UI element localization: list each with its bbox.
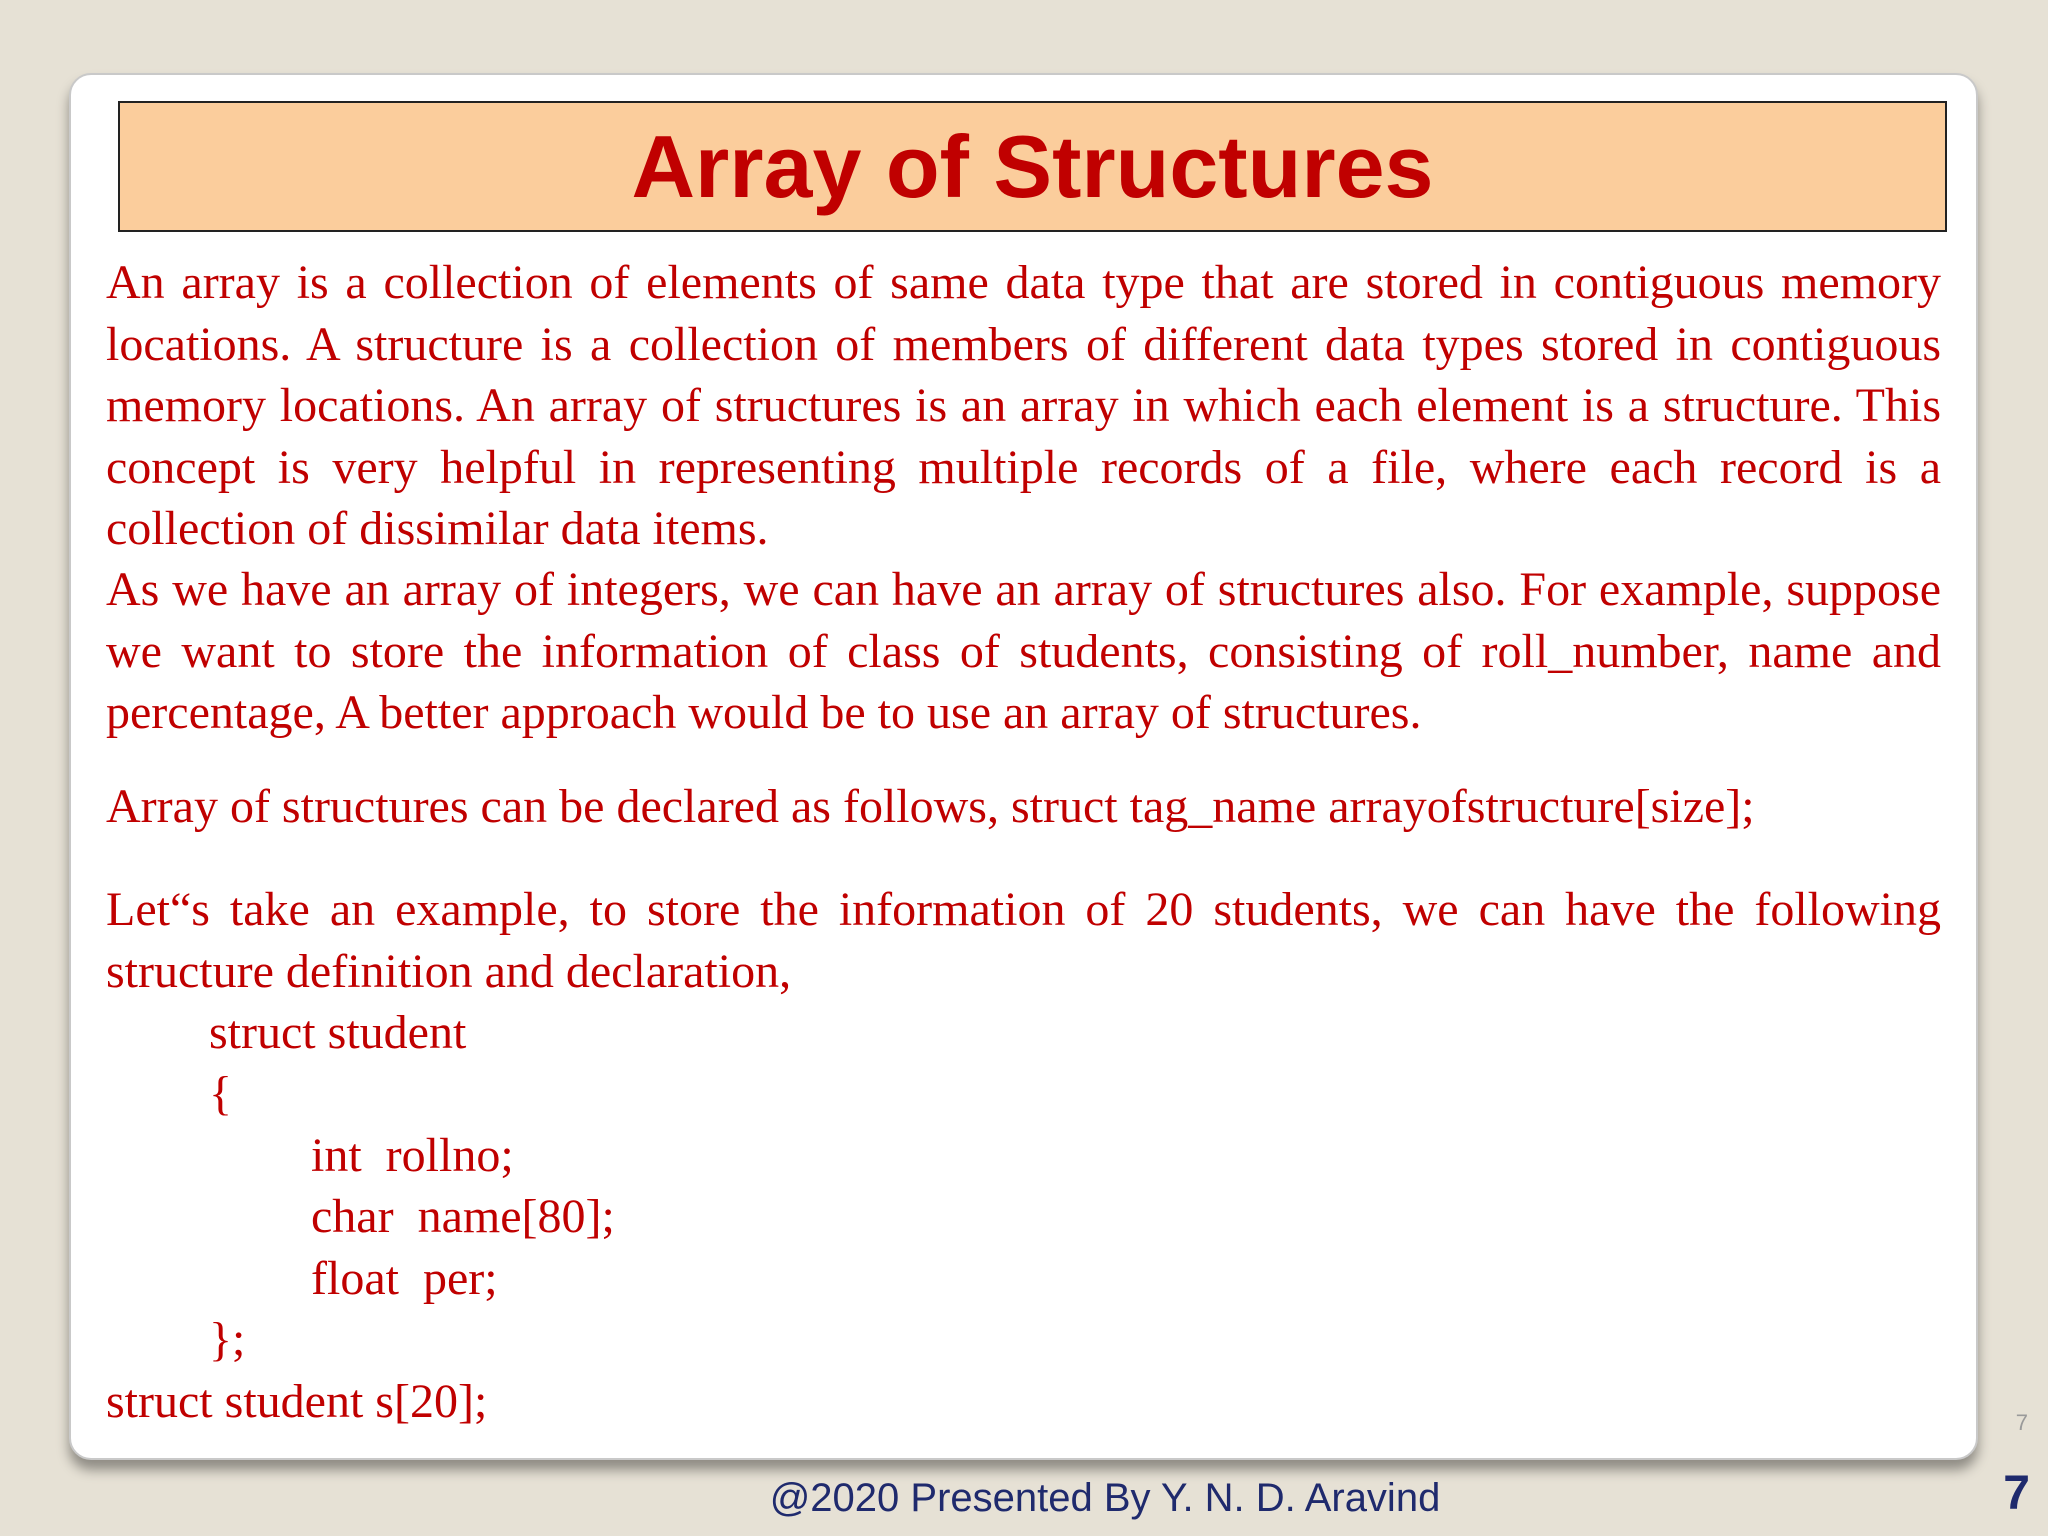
paragraph-declaration-syntax: Array of structures can be declared as follows, struct tag_name arrayofstructure[size]; xyxy=(106,780,1755,833)
footer-credit: @2020 Presented By Y. N. D. Aravind xyxy=(769,1476,1441,1520)
code-line-struct-header: struct student xyxy=(209,1006,467,1059)
code-line-name: char name[80]; xyxy=(311,1190,615,1243)
slide-title: Array of Structures xyxy=(631,116,1434,216)
code-line-open-brace: { xyxy=(209,1067,233,1120)
code-line-rollno: int rollno; xyxy=(311,1129,514,1182)
code-line-close-brace: }; xyxy=(209,1313,246,1366)
paragraph-example-intro: Let“s take an example, to store the information of 20 students, we can have the following structure definition and declaration, xyxy=(106,883,1941,998)
title-banner xyxy=(118,101,1947,232)
code-line-per: float per; xyxy=(311,1252,498,1305)
slide-number-large: 7 xyxy=(2003,1467,2030,1520)
slide-number-small: 7 xyxy=(2015,1410,2028,1435)
paragraph-array-of-structures-example: As we have an array of integers, we can have an array of structures also. For example, suppose we want to store the information of class of students, consisting of roll_number, name and percentage, A better approach would be to use an array of structures. xyxy=(106,563,1941,739)
code-line-declaration: struct student s[20]; xyxy=(106,1375,488,1428)
paragraph-array-definition: An array is a collection of elements of same data type that are stored in contiguous memory locations. A structure is a collection of members of different data types stored in contiguous memory locations. An array of structures is an array in which each element is a structure. This concept is very helpful in representing multiple records of a file, where each record is a collection of dissimilar data items. xyxy=(106,256,1941,555)
